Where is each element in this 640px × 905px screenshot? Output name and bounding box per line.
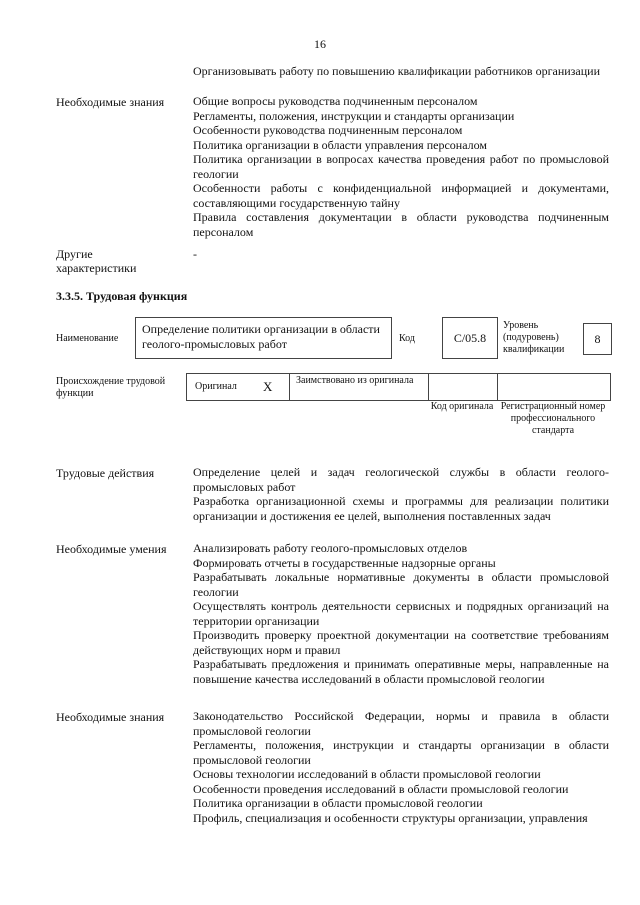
- original-label: Оригинал: [195, 381, 237, 392]
- code-box: [442, 317, 498, 359]
- list-item: Политика организации в области промысловой геологии: [193, 796, 483, 810]
- origin-code-box: [428, 373, 498, 401]
- list-item: Основы технологии исследований в области промысловой геологии: [193, 767, 541, 781]
- list-item: Регламенты, положения, инструкции и стандарты организации в области промысловой геологии: [193, 738, 609, 767]
- section-title: 3.3.5. Трудовая функция: [56, 289, 188, 303]
- list-item: Разрабатывать предложения и принимать оперативные меры, направленные на повышение качества исследований в области промысловой геологии: [193, 657, 609, 686]
- list-item: Профиль, специализация и особенности структуры организации, управления: [193, 810, 588, 825]
- level-box: [583, 323, 612, 355]
- other-characteristics-label: Другие характеристики: [56, 247, 137, 275]
- code-label: Код: [399, 333, 415, 344]
- list-item: Осуществлять контроль деятельности сервисных и подрядных организаций на территории организации: [193, 599, 609, 628]
- labor-actions-list: [193, 465, 609, 523]
- borrowed-box: [289, 373, 429, 401]
- list-item: Общие вопросы руководства подчиненным персоналом: [193, 94, 478, 108]
- list-item: Правила составления документации в области руководства подчиненным персоналом: [193, 210, 609, 239]
- reg-number-box: [497, 373, 611, 401]
- name-box: [135, 317, 392, 359]
- continuation-item: Организовывать работу по повышению квалификации работников организации: [193, 64, 600, 78]
- labor-actions-label: Трудовые действия: [56, 466, 155, 480]
- skills-list: [193, 541, 609, 686]
- list-item: Политика организации в области управления персоналом: [193, 137, 487, 152]
- origin-code-label: Код оригинала: [430, 401, 494, 412]
- continuation-list: [193, 64, 609, 79]
- list-item: Определение целей и задач геологической службы в области геолого-промысловых работ: [193, 465, 609, 494]
- level-label: Уровень (подуровень) квалификации: [503, 320, 565, 355]
- knowledge-list-top: [193, 94, 609, 239]
- origin-label: Происхождение трудовой функции: [56, 376, 166, 399]
- original-mark: X: [263, 379, 273, 394]
- list-item: Анализировать работу геолого-промысловых отделов: [193, 541, 468, 555]
- list-item: Регламенты, положения, инструкции и стандарты организации: [193, 108, 515, 123]
- page-number: 16: [314, 37, 326, 51]
- name-label: Наименование: [56, 333, 119, 344]
- skills-label: Необходимые умения: [56, 542, 167, 556]
- list-item: Производить проверку проектной документации на соответствие требованиям действующих норм и правил: [193, 628, 609, 657]
- list-item: Особенности работы с конфиденциальной информацией и документами, составляющими государственную тайну: [193, 181, 609, 210]
- list-item: Политика организации в вопросах качества проведения работ по промысловой геологии: [193, 152, 609, 181]
- knowledge-label: Необходимые знания: [56, 710, 165, 724]
- name-value: Определение политики организации в области геолого-промысловых работ: [142, 322, 380, 351]
- other-characteristics-value: -: [193, 247, 197, 261]
- borrowed-label: Заимствовано из оригинала: [296, 375, 414, 386]
- list-item: Особенности проведения исследований в области промысловой геологии: [193, 781, 569, 796]
- knowledge-label-top: Необходимые знания: [56, 95, 165, 109]
- list-item: Законодательство Российской Федерации, нормы и правила в области промысловой геологии: [193, 709, 609, 738]
- list-item: Разработка организационной схемы и программы для реализации политики организации и достижения ее целей, выполнения поставленных задач: [193, 494, 609, 523]
- original-box: [186, 373, 290, 401]
- reg-number-label: Регистрационный номер профессионального стандарта: [500, 401, 606, 436]
- knowledge-list: [193, 709, 609, 825]
- code-value: С/05.8: [453, 331, 487, 345]
- list-item: Особенности руководства подчиненным персоналом: [193, 123, 463, 137]
- list-item: Разрабатывать локальные нормативные документы в области промысловой геологии: [193, 570, 609, 599]
- level-value: 8: [594, 332, 601, 346]
- list-item: Формировать отчеты в государственные надзорные органы: [193, 555, 496, 570]
